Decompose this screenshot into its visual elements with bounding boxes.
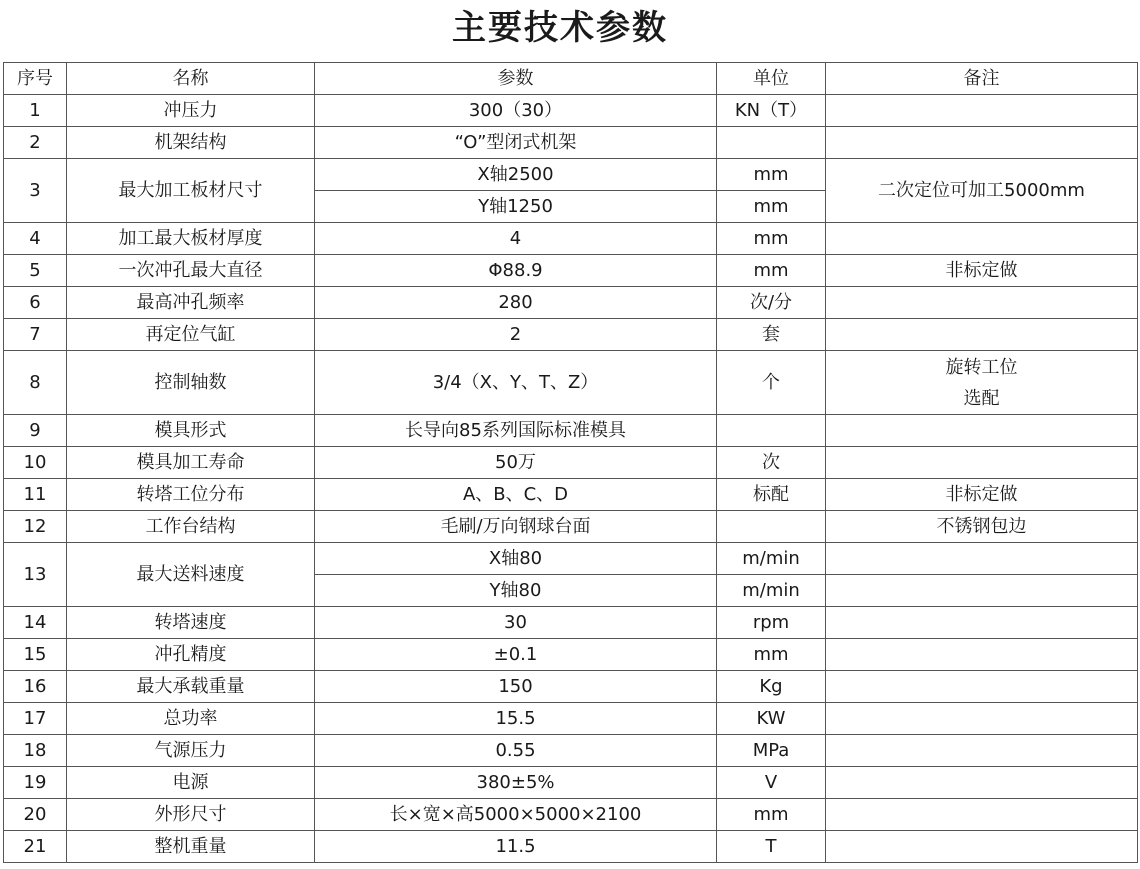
cell-param: 150 bbox=[315, 671, 717, 703]
cell-param: Φ88.9 bbox=[315, 255, 717, 287]
cell-param: 380±5% bbox=[315, 767, 717, 799]
table-row bbox=[4, 127, 1138, 159]
cell-param: 50万 bbox=[315, 447, 717, 479]
cell-param: 280 bbox=[315, 287, 717, 319]
table-row bbox=[4, 159, 1138, 191]
cell-note bbox=[826, 127, 1138, 159]
cell-param: 4 bbox=[315, 223, 717, 255]
cell-no: 20 bbox=[4, 799, 67, 831]
cell-no: 8 bbox=[4, 351, 67, 415]
cell-note: 不锈钢包边 bbox=[826, 511, 1138, 543]
cell-param: X轴2500 bbox=[315, 159, 717, 191]
cell-param: 长导向85系列国际标准模具 bbox=[315, 415, 717, 447]
header-unit: 单位 bbox=[717, 63, 826, 95]
cell-note: 非标定做 bbox=[826, 255, 1138, 287]
cell-note bbox=[826, 703, 1138, 735]
cell-note bbox=[826, 735, 1138, 767]
cell-name: 一次冲孔最大直径 bbox=[67, 255, 315, 287]
specs-table bbox=[3, 62, 1138, 863]
cell-param: 长×宽×高5000×5000×2100 bbox=[315, 799, 717, 831]
cell-name: 总功率 bbox=[67, 703, 315, 735]
cell-unit bbox=[717, 127, 826, 159]
note-line: 旋转工位 bbox=[945, 356, 1018, 378]
cell-unit: mm bbox=[717, 159, 826, 191]
cell-no: 18 bbox=[4, 735, 67, 767]
header-name: 名称 bbox=[67, 63, 315, 95]
cell-no: 12 bbox=[4, 511, 67, 543]
cell-note bbox=[826, 543, 1138, 575]
cell-no: 15 bbox=[4, 639, 67, 671]
note-line: 选配 bbox=[963, 387, 1000, 409]
cell-param: A、B、C、D bbox=[315, 479, 717, 511]
cell-name: 模具加工寿命 bbox=[67, 447, 315, 479]
cell-note bbox=[826, 671, 1138, 703]
cell-param: 300（30） bbox=[315, 95, 717, 127]
cell-unit: m/min bbox=[717, 543, 826, 575]
header-row bbox=[4, 63, 1138, 95]
cell-no: 3 bbox=[4, 159, 67, 223]
cell-no: 11 bbox=[4, 479, 67, 511]
cell-note bbox=[826, 351, 1138, 415]
table-row bbox=[4, 447, 1138, 479]
table-row bbox=[4, 95, 1138, 127]
cell-name: 最大承载重量 bbox=[67, 671, 315, 703]
cell-name: 电源 bbox=[67, 767, 315, 799]
table-row bbox=[4, 223, 1138, 255]
cell-no: 4 bbox=[4, 223, 67, 255]
cell-param: 0.55 bbox=[315, 735, 717, 767]
cell-no: 10 bbox=[4, 447, 67, 479]
cell-name: 模具形式 bbox=[67, 415, 315, 447]
header-no: 序号 bbox=[4, 63, 67, 95]
cell-name: 冲孔精度 bbox=[67, 639, 315, 671]
cell-unit: Kg bbox=[717, 671, 826, 703]
cell-unit: V bbox=[717, 767, 826, 799]
cell-name: 外形尺寸 bbox=[67, 799, 315, 831]
cell-no: 21 bbox=[4, 831, 67, 863]
cell-no: 7 bbox=[4, 319, 67, 351]
cell-note bbox=[826, 223, 1138, 255]
cell-name: 气源压力 bbox=[67, 735, 315, 767]
cell-no: 13 bbox=[4, 543, 67, 607]
cell-param: Y轴1250 bbox=[315, 191, 717, 223]
cell-name: 转塔工位分布 bbox=[67, 479, 315, 511]
cell-unit: m/min bbox=[717, 575, 826, 607]
cell-unit: 标配 bbox=[717, 479, 826, 511]
cell-note bbox=[826, 447, 1138, 479]
cell-name: 冲压力 bbox=[67, 95, 315, 127]
cell-unit bbox=[717, 415, 826, 447]
cell-no: 14 bbox=[4, 607, 67, 639]
cell-name: 机架结构 bbox=[67, 127, 315, 159]
cell-note bbox=[826, 415, 1138, 447]
cell-param: 2 bbox=[315, 319, 717, 351]
cell-note bbox=[826, 767, 1138, 799]
cell-note bbox=[826, 319, 1138, 351]
table-row bbox=[4, 607, 1138, 639]
cell-name: 再定位气缸 bbox=[67, 319, 315, 351]
table-row bbox=[4, 511, 1138, 543]
cell-param: Y轴80 bbox=[315, 575, 717, 607]
cell-param: 15.5 bbox=[315, 703, 717, 735]
header-param: 参数 bbox=[315, 63, 717, 95]
cell-no: 2 bbox=[4, 127, 67, 159]
cell-name: 控制轴数 bbox=[67, 351, 315, 415]
cell-note: 非标定做 bbox=[826, 479, 1138, 511]
cell-name: 最大加工板材尺寸 bbox=[67, 159, 315, 223]
page-title: 主要技术参数 bbox=[452, 8, 668, 48]
table-row bbox=[4, 479, 1138, 511]
table-row bbox=[4, 735, 1138, 767]
cell-unit: 次/分 bbox=[717, 287, 826, 319]
cell-unit: KN（T） bbox=[717, 95, 826, 127]
cell-name: 最高冲孔频率 bbox=[67, 287, 315, 319]
cell-no: 5 bbox=[4, 255, 67, 287]
table-row bbox=[4, 703, 1138, 735]
cell-name: 加工最大板材厚度 bbox=[67, 223, 315, 255]
cell-param: 3/4（X、Y、T、Z） bbox=[315, 351, 717, 415]
cell-note bbox=[826, 799, 1138, 831]
cell-unit: rpm bbox=[717, 607, 826, 639]
cell-no: 16 bbox=[4, 671, 67, 703]
cell-no: 9 bbox=[4, 415, 67, 447]
cell-name: 转塔速度 bbox=[67, 607, 315, 639]
cell-unit: mm bbox=[717, 639, 826, 671]
table-row bbox=[4, 319, 1138, 351]
cell-note bbox=[826, 287, 1138, 319]
cell-note bbox=[826, 607, 1138, 639]
table-row bbox=[4, 255, 1138, 287]
cell-unit: T bbox=[717, 831, 826, 863]
cell-param: 11.5 bbox=[315, 831, 717, 863]
cell-param: “O”型闭式机架 bbox=[315, 127, 717, 159]
cell-note: 二次定位可加工5000mm bbox=[826, 159, 1138, 223]
table-row bbox=[4, 543, 1138, 575]
cell-unit: MPa bbox=[717, 735, 826, 767]
cell-name: 工作台结构 bbox=[67, 511, 315, 543]
cell-note bbox=[826, 639, 1138, 671]
table-row bbox=[4, 799, 1138, 831]
header-note: 备注 bbox=[826, 63, 1138, 95]
cell-unit: 次 bbox=[717, 447, 826, 479]
cell-param: 毛刷/万向钢球台面 bbox=[315, 511, 717, 543]
cell-no: 6 bbox=[4, 287, 67, 319]
cell-no: 19 bbox=[4, 767, 67, 799]
cell-param: X轴80 bbox=[315, 543, 717, 575]
table-row bbox=[4, 671, 1138, 703]
table-row bbox=[4, 831, 1138, 863]
cell-unit: 个 bbox=[717, 351, 826, 415]
cell-no: 1 bbox=[4, 95, 67, 127]
cell-note bbox=[826, 831, 1138, 863]
table-row bbox=[4, 287, 1138, 319]
cell-unit: mm bbox=[717, 223, 826, 255]
cell-param: 30 bbox=[315, 607, 717, 639]
cell-unit bbox=[717, 511, 826, 543]
cell-unit: KW bbox=[717, 703, 826, 735]
table-row bbox=[4, 767, 1138, 799]
table-row bbox=[4, 639, 1138, 671]
cell-name: 整机重量 bbox=[67, 831, 315, 863]
cell-note bbox=[826, 575, 1138, 607]
cell-note bbox=[826, 95, 1138, 127]
table-row bbox=[4, 415, 1138, 447]
cell-unit: 套 bbox=[717, 319, 826, 351]
cell-no: 17 bbox=[4, 703, 67, 735]
cell-unit: mm bbox=[717, 191, 826, 223]
cell-param: ±0.1 bbox=[315, 639, 717, 671]
cell-name: 最大送料速度 bbox=[67, 543, 315, 607]
table-row bbox=[4, 351, 1138, 415]
cell-unit: mm bbox=[717, 799, 826, 831]
cell-unit: mm bbox=[717, 255, 826, 287]
